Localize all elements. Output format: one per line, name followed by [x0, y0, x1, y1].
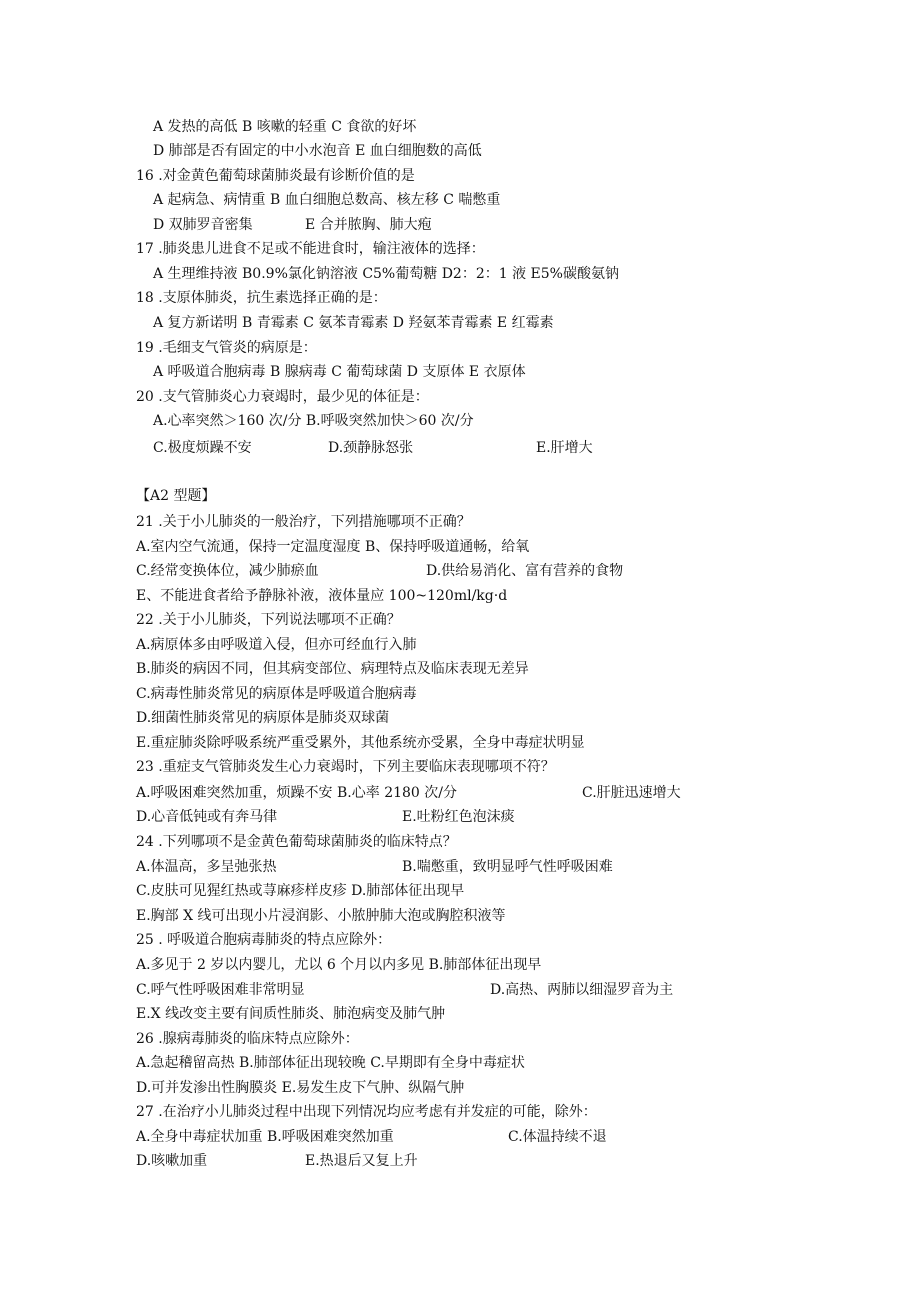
- option-part: A.体温高，多呈弛张热: [136, 859, 277, 875]
- question-line: 19 .毛细支气管炎的病原是：: [136, 340, 317, 356]
- option-line: A 复方新诺明 B 青霉素 C 氨苯青霉素 D 羟氨苯青霉素 E 红霉素: [153, 315, 554, 331]
- option-line: A.多见于 2 岁以内婴儿，尤以 6 个月以内多见 B.肺部体征出现早: [136, 957, 542, 973]
- option-line: E.重症肺炎除呼吸系统严重受累外，其他系统亦受累，全身中毒症状明显: [136, 735, 585, 751]
- option-part: D.咳嗽加重: [136, 1153, 208, 1169]
- option-line: E、不能进食者给予静脉补液，液体量应 100~120ml/kg·d: [136, 588, 508, 604]
- option-line: A 发热的高低 B 咳嗽的轻重 C 食欲的好坏: [153, 119, 417, 135]
- option-part: C.肝脏迅速增大: [582, 785, 681, 801]
- option-line: A 呼吸道合胞病毒 B 腺病毒 C 葡萄球菌 D 支原体 E 衣原体: [153, 364, 526, 380]
- option-line: D.可并发渗出性胸膜炎 E.易发生皮下气肿、纵隔气肿: [136, 1080, 465, 1096]
- question-line: 27 .在治疗小儿肺炎过程中出现下列情况均应考虑有并发症的可能，除外：: [136, 1104, 597, 1120]
- question-line: 24 .下列哪项不是金黄色葡萄球菌肺炎的临床特点？: [136, 834, 457, 850]
- option-line: C.皮肤可见猩红热或荨麻疹样皮疹 D.肺部体征出现早: [136, 883, 465, 899]
- option-part: D.心音低钝或有奔马律: [136, 809, 278, 825]
- question-line: 26 .腺病毒肺炎的临床特点应除外：: [136, 1031, 359, 1047]
- option-part: D 双肺罗音密集: [153, 217, 253, 233]
- option-line: C.病毒性肺炎常见的病原体是呼吸道合胞病毒: [136, 686, 417, 702]
- option-line: E.胸部 X 线可出现小片浸润影、小脓肿肺大泡或胸腔积液等: [136, 908, 506, 924]
- section-heading: 【A2 型题】: [136, 488, 216, 504]
- question-line: 25 . 呼吸道合胞病毒肺炎的特点应除外：: [136, 932, 392, 948]
- option-part: C.经常变换体位，减少肺瘀血: [136, 563, 319, 579]
- option-line: A.心率突然＞160 次/分 B.呼吸突然加快＞60 次/分: [153, 413, 474, 429]
- question-line: 16 .对金黄色葡萄球菌肺炎最有诊断价值的是: [136, 168, 415, 184]
- question-line: 18 .支原体肺炎，抗生素选择正确的是：: [136, 290, 387, 306]
- option-part: A.呼吸困难突然加重，烦躁不安 B.心率 2180 次/分: [136, 785, 457, 801]
- option-part: C.极度烦躁不安: [153, 440, 252, 456]
- option-line: D.细菌性肺炎常见的病原体是肺炎双球菌: [136, 710, 390, 726]
- option-part: E.肝增大: [536, 440, 593, 456]
- option-part: D.供给易消化、富有营养的食物: [426, 563, 624, 579]
- option-part: B.喘憋重，致明显呼气性呼吸困难: [402, 859, 613, 875]
- option-line: A.室内空气流通，保持一定温度湿度 B、保持呼吸道通畅，给氧: [136, 539, 530, 555]
- option-part: E.热退后又复上升: [305, 1153, 418, 1169]
- option-part: E 合并脓胸、肺大疱: [305, 217, 432, 233]
- question-line: 22 .关于小儿肺炎，下列说法哪项不正确？: [136, 612, 401, 628]
- question-line: 23 .重症支气管肺炎发生心力衰竭时，下列主要临床表现哪项不符？: [136, 759, 555, 775]
- option-part: C.体温持续不退: [508, 1129, 607, 1145]
- option-line: A.急起稽留高热 B.肺部体征出现较晚 C.早期即有全身中毒症状: [136, 1055, 525, 1071]
- option-line: A 生理维持液 B0.9%氯化钠溶液 C5%葡萄糖 D2：2：1 液 E5%碳酸氨钠: [153, 266, 619, 282]
- question-line: 17 .肺炎患儿进食不足或不能进食时，输注液体的选择：: [136, 241, 485, 257]
- option-part: C.呼气性呼吸困难非常明显: [136, 982, 305, 998]
- option-part: D.颈静脉怒张: [328, 440, 414, 456]
- option-line: A.病原体多由呼吸道入侵，但亦可经血行入肺: [136, 637, 417, 653]
- option-line: B.肺炎的病因不同，但其病变部位、病理特点及临床表现无差异: [136, 661, 529, 677]
- question-line: 21 .关于小儿肺炎的一般治疗，下列措施哪项不正确？: [136, 514, 471, 530]
- option-part: A.全身中毒症状加重 B.呼吸困难突然加重: [136, 1129, 394, 1145]
- option-part: E.吐粉红色泡沫痰: [402, 809, 515, 825]
- option-line: E.X 线改变主要有间质性肺炎、肺泡病变及肺气肿: [136, 1006, 446, 1022]
- option-line: A 起病急、病情重 B 血白细胞总数高、核左移 C 喘憋重: [153, 192, 501, 208]
- option-part: D.高热、两肺以细湿罗音为主: [490, 982, 674, 998]
- option-line: D 肺部是否有固定的中小水泡音 E 血白细胞数的高低: [153, 143, 482, 159]
- question-line: 20 .支气管肺炎心力衰竭时，最少见的体征是：: [136, 389, 429, 405]
